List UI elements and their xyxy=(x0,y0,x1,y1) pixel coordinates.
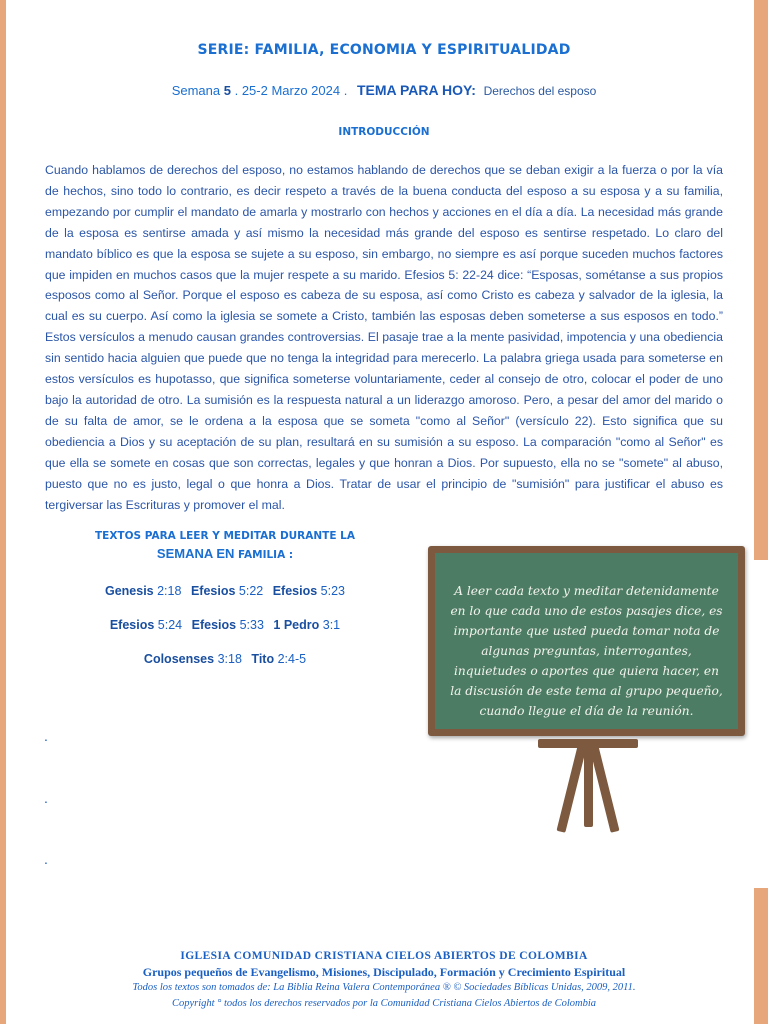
verse-ref: Tito 2:4-5 xyxy=(251,652,307,666)
note-bullet: . xyxy=(44,851,48,867)
topic-value: Derechos del esposo xyxy=(483,84,597,98)
readings-heading-semana: SEMANA EN xyxy=(156,546,239,561)
week-line xyxy=(0,82,768,98)
chalkboard-text: A leer cada texto y meditar detenidamente en lo que cada uno de estos pasajes dice, es importante que usted pueda tomar nota de algunas preguntas, interrogantes, inquietudes o aportes que quiera hacer, en la discusión de este tema al grupo pequeño, cuando llegue el día de la reunión. xyxy=(450,584,723,718)
week-number: 5 xyxy=(223,83,231,98)
verse-row-3 xyxy=(70,652,380,666)
verse-row-1 xyxy=(70,584,380,598)
topic-label: TEMA PARA HOY: xyxy=(356,82,476,98)
verse-ref: Genesis 2:18 xyxy=(104,584,182,598)
footer-copyright: Copyright ° todos los derechos reservados por la Comunidad Cristiana Cielos Abiertos de Colombia xyxy=(171,998,597,1009)
verse-ref: Efesios 5:23 xyxy=(272,584,346,598)
easel-leg-right xyxy=(589,745,619,833)
footer-groups-line: Grupos pequeños de Evangelismo, Misiones, Discipulado, Formación y Crecimiento Espiritual xyxy=(142,965,626,979)
verse-ref: Colosenses 3:18 xyxy=(143,652,242,666)
left-border-strip xyxy=(0,0,6,1024)
easel-leg-left xyxy=(556,745,586,833)
verse-row-2 xyxy=(70,618,380,632)
verse-ref: 1 Pedro 3:1 xyxy=(273,618,341,632)
series-title: SERIE: FAMILIA, ECONOMIA Y ESPIRITUALIDAD xyxy=(197,42,571,58)
verse-ref: Efesios 5:22 xyxy=(190,584,264,598)
readings-heading-familia: FAMILIA : xyxy=(238,549,294,561)
footer-source-note: Todos los textos son tomados de: La Biblia Reina Valera Contemporánea ® © Sociedades Bíblicas Unidas, 2009, 2011. xyxy=(132,982,636,993)
verse-ref: Efesios 5:24 xyxy=(109,618,183,632)
intro-heading: INTRODUCCIÓN xyxy=(338,126,430,138)
chalkboard-surface xyxy=(435,553,738,729)
readings-heading-line1: TEXTOS PARA LEER Y MEDITAR DURANTE LA xyxy=(94,530,355,542)
intro-paragraph: Cuando hablamos de derechos del esposo, no estamos hablando de derechos que se deban exigir a la fuerza o por la vía de hechos, sino todo lo contrario, es decir respeto a través de la buena conducta del esposo a su esposa y a su familia, empezando por cumplir el mandato de amarla y mostrarlo con hechos y acciones en el día a día. La necesidad más grande de la esposa es sentirse amada y así mismo la necesidad más grande del esposo es sentirse respetado. Lo claro del mandato bíblico es que la esposa se sujete a su esposo, sin embargo, no siempre es así porque suceden muchos factores que impiden en muchos casos que la mujer respete a su marido. Efesios 5: 22-24 dice: “Esposas, sométanse a sus propios esposos como al Señor. Porque el esposo es cabeza de su esposa, así como Cristo es cabeza y salvador de la iglesia, la cual es su cuerpo. Así como la iglesia se somete a Cristo, también las esposas deben someterse a sus esposos en todo.” Estos versículos a menudo causan grandes controversias. El pasaje trae a la mente pasividad, impotencia y una obediencia sin sentido hacia alguien que puede que no tenga la integridad para merecerlo. La palabra griega usada para someterse en estos versículos es hupotasso, que significa someterse voluntariamente, ceder al consejo de otro, colocar el poder de uno bajo la autoridad de otro. La sumisión es la respuesta natural a un liderazgo amoroso. Pero, a pesar del amor del marido o de su falta de amor, se le ordena a la esposa que se someta "como al Señor" (versículo 22). Esto significa que su obediencia a Dios y su aceptación de su plan, resultará en su sumisión a su esposo. La comparación "como al Señor" es que ella se somete en cosas que son correctas, legales y que honran a Dios. Por supuesto, ella no se "somete" al abuso, puesto que no es justo, legal o que honra a Dios. Tratar de usar el principio de "sumisión" para justificar el abuso es tergiversar las Escrituras y promover el mal. xyxy=(45,163,723,512)
note-bullet: . xyxy=(44,728,48,744)
note-bullet: . xyxy=(44,790,48,806)
chalkboard xyxy=(428,546,745,736)
readings-heading-line2 xyxy=(70,546,380,561)
verse-ref: Efesios 5:33 xyxy=(191,618,264,632)
week-label: Semana xyxy=(171,83,224,98)
readings-heading xyxy=(70,530,380,561)
footer-church-name: IGLESIA COMUNIDAD CRISTIANA CIELOS ABIERTOS DE COLOMBIA xyxy=(180,950,588,962)
week-dates: . 25-2 Marzo 2024 . xyxy=(234,83,348,98)
